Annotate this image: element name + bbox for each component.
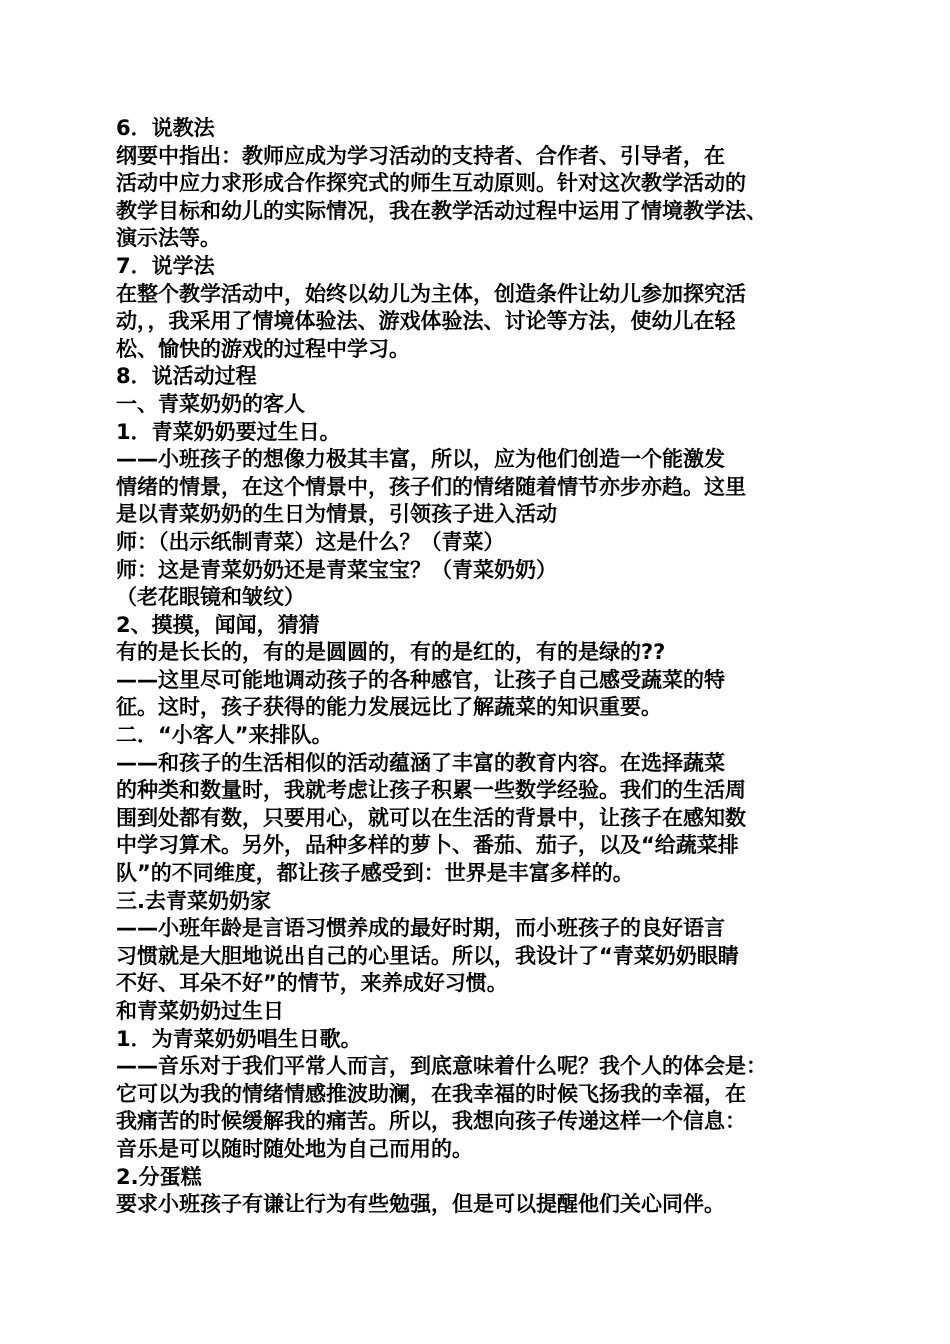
text-line: 师：（出示纸制青菜）这是什么？（青菜） [116,529,505,554]
text-line: 要求小班孩子有谦让行为有些勉强，但是可以提醒他们关心同伴。 [116,1192,725,1217]
text-line: ——小班年龄是言语习惯养成的最好时期，而小班孩子的良好语言 [116,916,725,941]
text-line: 教学目标和幼儿的实际情况，我在教学活动过程中运用了情境教学法、 [116,198,767,223]
text-line: 动，，我采用了情境体验法、游戏体验法、讨论等方法，使幼儿在轻 [116,309,736,334]
text-line: 松、愉快的游戏的过程中学习。 [116,336,410,361]
text-line: 活动中应力求形成合作探究式的师生互动原则。针对这次教学活动的 [116,171,746,196]
document-page [116,115,846,1219]
text-line: 围到处都有数，只要用心，就可以在生活的背景中，让孩子在感知数 [116,805,746,830]
text-line: 是以青菜奶奶的生日为情景，引领孩子进入活动 [116,502,557,527]
text-line: ——小班孩子的想像力极其丰富，所以，应为他们创造一个能激发 [116,447,725,472]
text-line: 队”的不同维度，都让孩子感受到：世界是丰富多样的。 [116,861,634,886]
text-line: ——和孩子的生活相似的活动蕴涵了丰富的教育内容。在选择蔬菜 [116,750,725,775]
text-line: 在整个教学活动中，始终以幼儿为主体，创造条件让幼儿参加探究活 [116,281,746,306]
text-line: 它可以为我的情绪情感推波助澜，在我幸福的时候飞扬我的幸福，在 [116,1081,746,1106]
text-line: 演示法等。 [116,226,221,251]
text-line: 中学习算术。另外，品种多样的萝卜、番茄、茄子，以及“给蔬菜排 [116,833,739,858]
text-line: 一、青菜奶奶的客人 [116,391,305,416]
text-line: 6．说教法 [116,116,215,140]
text-line: 二．“小客人”来排队。 [116,723,333,748]
text-line: 2、摸摸，闻闻，猜猜 [116,612,320,637]
text-line: （老花眼镜和皱纹） [116,585,305,610]
text-line: 8．说活动过程 [116,364,257,389]
text-line: 我痛苦的时候缓解我的痛苦。所以，我想向孩子传递这样一个信息： [116,1109,746,1134]
text-line: 和青菜奶奶过生日 [116,999,284,1023]
text-line: 师：这是青菜奶奶还是青菜宝宝？（青菜奶奶） [116,557,557,582]
text-line: 有的是长长的，有的是圆圆的，有的是红的，有的是绿的?? [116,640,666,665]
text-line: ——音乐对于我们平常人而言，到底意味着什么呢？我个人的体会是： [116,1054,767,1079]
text-line: 征。这时，孩子获得的能力发展远比了解蔬菜的知识重要。 [116,695,662,720]
text-line: 音乐是可以随时随处地为自己而用的。 [116,1136,473,1161]
text-line: 不好、耳朵不好”的情节，来养成好习惯。 [116,971,508,996]
text-line: 的种类和数量时，我就考虑让孩子积累一些数学经验。我们的生活周 [116,778,746,803]
text-line: ——这里尽可能地调动孩子的各种感官，让孩子自己感受蔬菜的特 [116,667,725,692]
text-line: 情绪的情景，在这个情景中，孩子们的情绪随着情节亦步亦趋。这里 [116,474,746,499]
text-line: 1．青菜奶奶要过生日。 [116,419,341,444]
text-line: 2.分蛋糕 [116,1164,202,1189]
text-line: 习惯就是大胆地说出自己的心里话。所以，我设计了“青菜奶奶眼睛 [116,943,739,968]
text-line: 三.去青菜奶奶家 [116,888,271,913]
text-line: 7．说学法 [116,253,215,278]
text-line: 纲要中指出：教师应成为学习活动的支持者、合作者、引导者，在 [116,143,725,168]
text-line: 1．为青菜奶奶唱生日歌。 [116,1026,362,1051]
